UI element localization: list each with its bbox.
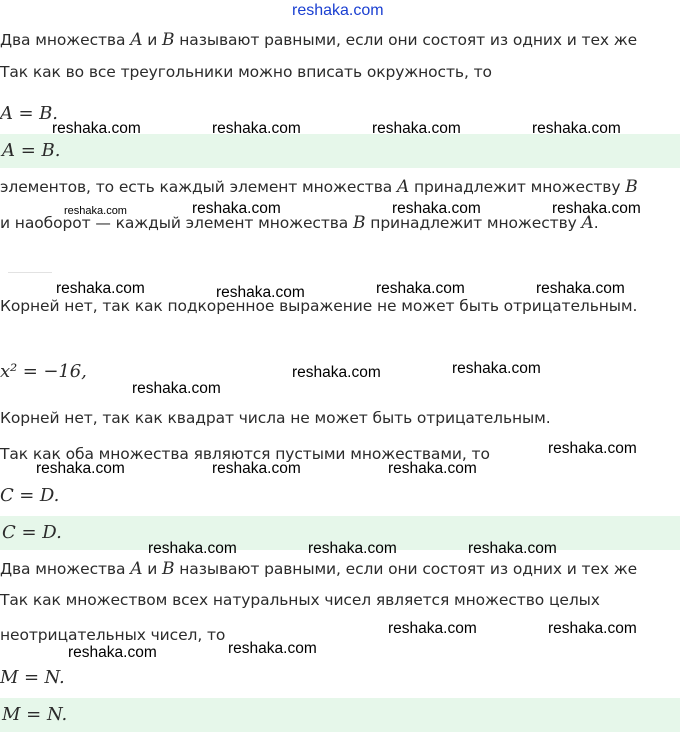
watermark: reshaka.com [308, 540, 397, 557]
math-B: B [162, 30, 175, 50]
natural-numbers-sentence-cont: неотрицательных чисел, то [0, 626, 226, 644]
equation-a-equals-b: A = B. [0, 103, 58, 124]
watermark: reshaka.com [468, 540, 557, 557]
definition-continuation-line [0, 177, 638, 197]
watermark: reshaka.com [212, 120, 301, 137]
math-A: A [581, 213, 594, 233]
no-roots-radicand: Корней нет, так как подкоренное выражение не может быть отрицательным. [0, 297, 638, 315]
watermark: reshaka.com [548, 620, 637, 637]
watermark: reshaka.com [148, 540, 237, 557]
watermark: reshaka.com [552, 200, 641, 217]
watermark: reshaka.com [64, 205, 127, 217]
text: называют равными, если они состоят из одних и тех же [174, 560, 638, 578]
watermark: reshaka.com [36, 460, 125, 477]
watermark: reshaka.com [392, 200, 481, 217]
answer-equation-a-b: A = B. [2, 140, 61, 161]
watermark: reshaka.com [216, 284, 305, 301]
text: и наоборот — каждый элемент множества [0, 214, 354, 232]
triangle-sentence: Так как во все треугольники можно вписать окружность, то [0, 63, 492, 81]
watermark: reshaka.com [132, 380, 221, 397]
empty-sets-sentence: Так как оба множества являются пустыми множествами, то [0, 445, 490, 463]
math-A: A [130, 559, 143, 579]
answer-equation-m-n: M = N. [2, 704, 68, 725]
watermark: reshaka.com [52, 120, 141, 137]
text: и [142, 31, 163, 49]
equation-m-equals-n: M = N. [0, 667, 65, 688]
math-A: A [396, 177, 410, 197]
answer-band [0, 134, 680, 168]
watermark: reshaka.com [292, 364, 381, 381]
text: Два множества [0, 560, 131, 578]
equation-c-equals-d: C = D. [0, 485, 60, 506]
definition-line [0, 559, 637, 579]
text: принадлежит множеству [409, 178, 626, 196]
text: называют равными, если они состоят из одних и тех же [174, 31, 638, 49]
watermark: reshaka.com [56, 280, 145, 297]
watermark: reshaka.com [372, 120, 461, 137]
divider [8, 272, 52, 273]
watermark: reshaka.com [376, 280, 465, 297]
watermark: reshaka.com [536, 280, 625, 297]
math-B: B [353, 213, 366, 233]
text: элементов, то есть каждый элемент множества [0, 178, 397, 196]
watermark: reshaka.com [212, 460, 301, 477]
equation-x-squared: x² = −16, [0, 361, 87, 382]
text: принадлежит множеству [365, 214, 582, 232]
watermark: reshaka.com [192, 200, 281, 217]
watermark: reshaka.com [228, 640, 317, 657]
math-B: B [625, 177, 638, 197]
natural-numbers-sentence: Так как множеством всех натуральных чисел является множество целых [0, 591, 600, 609]
watermark: reshaka.com [388, 620, 477, 637]
math-A: A [130, 30, 143, 50]
watermark: reshaka.com [532, 120, 621, 137]
math-B: B [162, 559, 175, 579]
no-roots-square: Корней нет, так как квадрат числа не может быть отрицательным. [0, 409, 551, 427]
text: . [593, 214, 599, 232]
site-header-link[interactable]: reshaka.com [292, 2, 384, 19]
watermark: reshaka.com [548, 440, 637, 457]
answer-band [0, 698, 680, 732]
watermark: reshaka.com [388, 460, 477, 477]
definition-line [0, 30, 637, 50]
text: и [142, 560, 163, 578]
watermark: reshaka.com [452, 360, 541, 377]
answer-equation-c-d: C = D. [2, 522, 62, 543]
text: Два множества [0, 31, 131, 49]
watermark: reshaka.com [68, 644, 157, 661]
